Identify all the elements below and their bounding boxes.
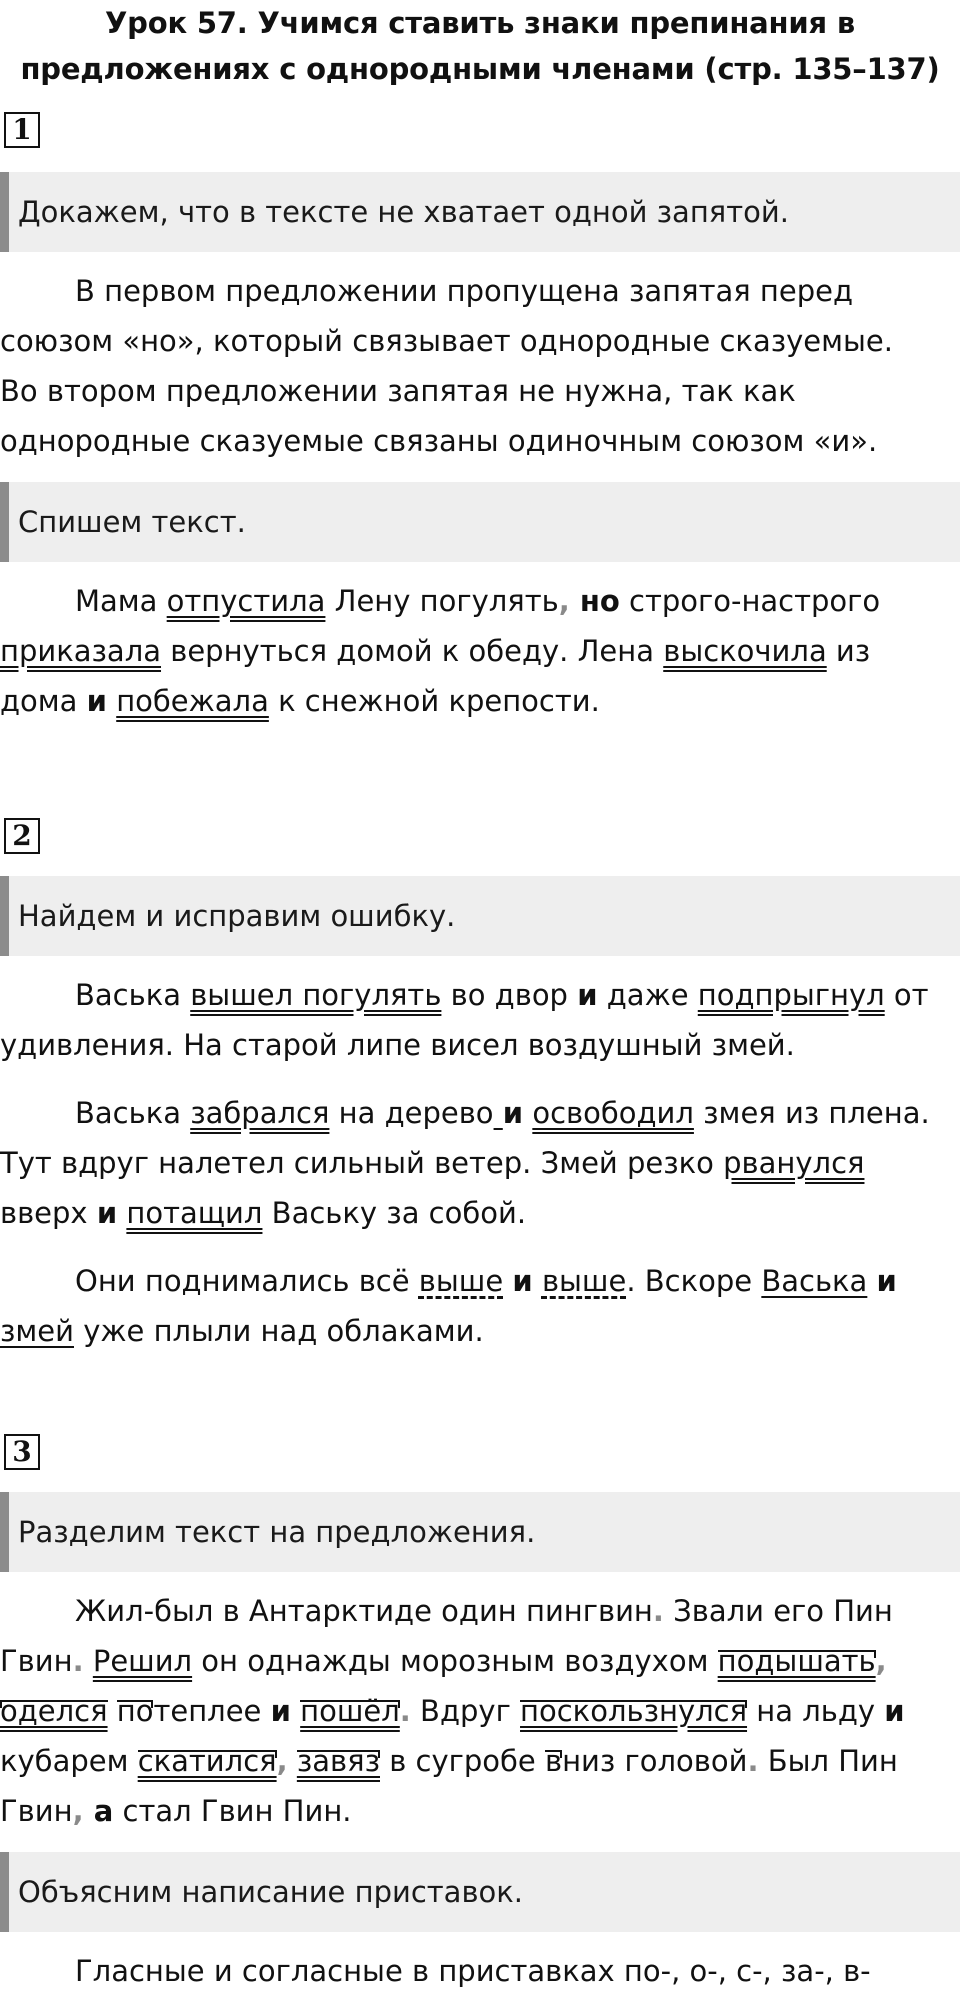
section3-last-paragraph: Гласные и согласные в приставках по-, о-, с-, за-, в- [75, 1954, 871, 1988]
inserted-period: . [72, 1644, 84, 1678]
task-prove-comma: Докажем, что в тексте не хватает одной запятой. [0, 172, 960, 252]
inserted-comma: , [276, 1744, 288, 1778]
page-title-line-1: Урок 57. Учимся ставить знаки препинания в [105, 6, 855, 40]
exercise-number-1: 1 [4, 112, 40, 148]
exercise-number-3: 3 [4, 1434, 40, 1470]
inserted-comma: , [875, 1644, 887, 1678]
prefixed-word: оделся [0, 1694, 108, 1728]
predicate-word: освободил [532, 1096, 694, 1130]
prefix-mark: в [544, 1744, 563, 1778]
section3-paragraph: Жил-был в Антарктиде один пингвин. Звали его Пин Гвин. Решил он однажды морозным воздухом подышать, оделся потеплее и пошёл. Вдруг поскользнулся на льду и кубарем скатился, завяз в сугробе вниз головой. Был Пин Гвин, а стал Гвин Пин. [0, 1594, 905, 1828]
predicate-word: побежала [116, 684, 269, 718]
page-title-line-2: предложениях с однородными членами (стр. 135–137) [20, 52, 940, 86]
predicate-word: вышел погулять [190, 978, 442, 1012]
task-copy-text: Спишем текст. [0, 482, 960, 562]
exercise-number-2: 2 [4, 818, 40, 854]
inserted-comma: , [558, 584, 570, 618]
adverb-word: выше [418, 1264, 504, 1298]
predicate-word: выскочила [663, 634, 827, 668]
task-split-sentences: Разделим текст на предложения. [0, 1492, 960, 1572]
prefixed-word: завяз [296, 1744, 380, 1778]
section2-paragraph-2: Васька забрался на дерево и освободил змея из плена. Тут вдруг налетел сильный ветер. Змей резко рванулся вверх и потащил Ваську за собой. [0, 1096, 930, 1230]
predicate-word: подпрыгнул [697, 978, 885, 1012]
predicate-word: забрался [190, 1096, 330, 1130]
subject-word: змей [0, 1314, 74, 1348]
predicate-word: потащил [126, 1196, 263, 1230]
page-title [0, 0, 960, 92]
section2-paragraph-3: Они поднимались всё выше и выше. Вскоре Васька и змей уже плыли над облаками. [0, 1264, 897, 1348]
task-find-error: Найдем и исправим ошибку. [0, 876, 960, 956]
copied-text-paragraph: Мама отпустила Лену погулять, но строго-настрого приказала вернуться домой к обеду. Лена выскочила из дома и побежала к снежной крепости. [0, 584, 881, 718]
adverb-word: выше [541, 1264, 627, 1298]
predicate-word: отпустила [166, 584, 326, 618]
prefix-mark: по [116, 1694, 154, 1728]
answer-paragraph-1: В первом предложении пропущена запятая перед союзом «но», который связывает однородные сказуемые. Во втором предложении запятая не нужна, так как однородные сказуемые связаны одиночным союзом «и». [0, 274, 893, 458]
inserted-period: . [747, 1744, 759, 1778]
section2-paragraph-1: Васька вышел погулять во двор и даже подпрыгнул от удивления. На старой липе висел воздушный змей. [0, 978, 929, 1062]
prefixed-word: пошёл [300, 1694, 400, 1728]
subject-word: Васька [761, 1264, 868, 1298]
inserted-comma: , [72, 1794, 84, 1828]
task-explain-prefixes: Объясним написание приставок. [0, 1852, 960, 1932]
prefixed-word: скатился [137, 1744, 277, 1778]
inserted-period: . [399, 1694, 411, 1728]
prefixed-word: поскользнулся [520, 1694, 748, 1728]
predicate-word: Решил [92, 1644, 193, 1678]
predicate-word: рванулся [723, 1146, 865, 1180]
predicate-word: приказала [0, 634, 162, 668]
prefixed-word: подышать [717, 1644, 876, 1678]
inserted-period: . [652, 1594, 664, 1628]
removed-comma-mark [494, 1096, 503, 1130]
